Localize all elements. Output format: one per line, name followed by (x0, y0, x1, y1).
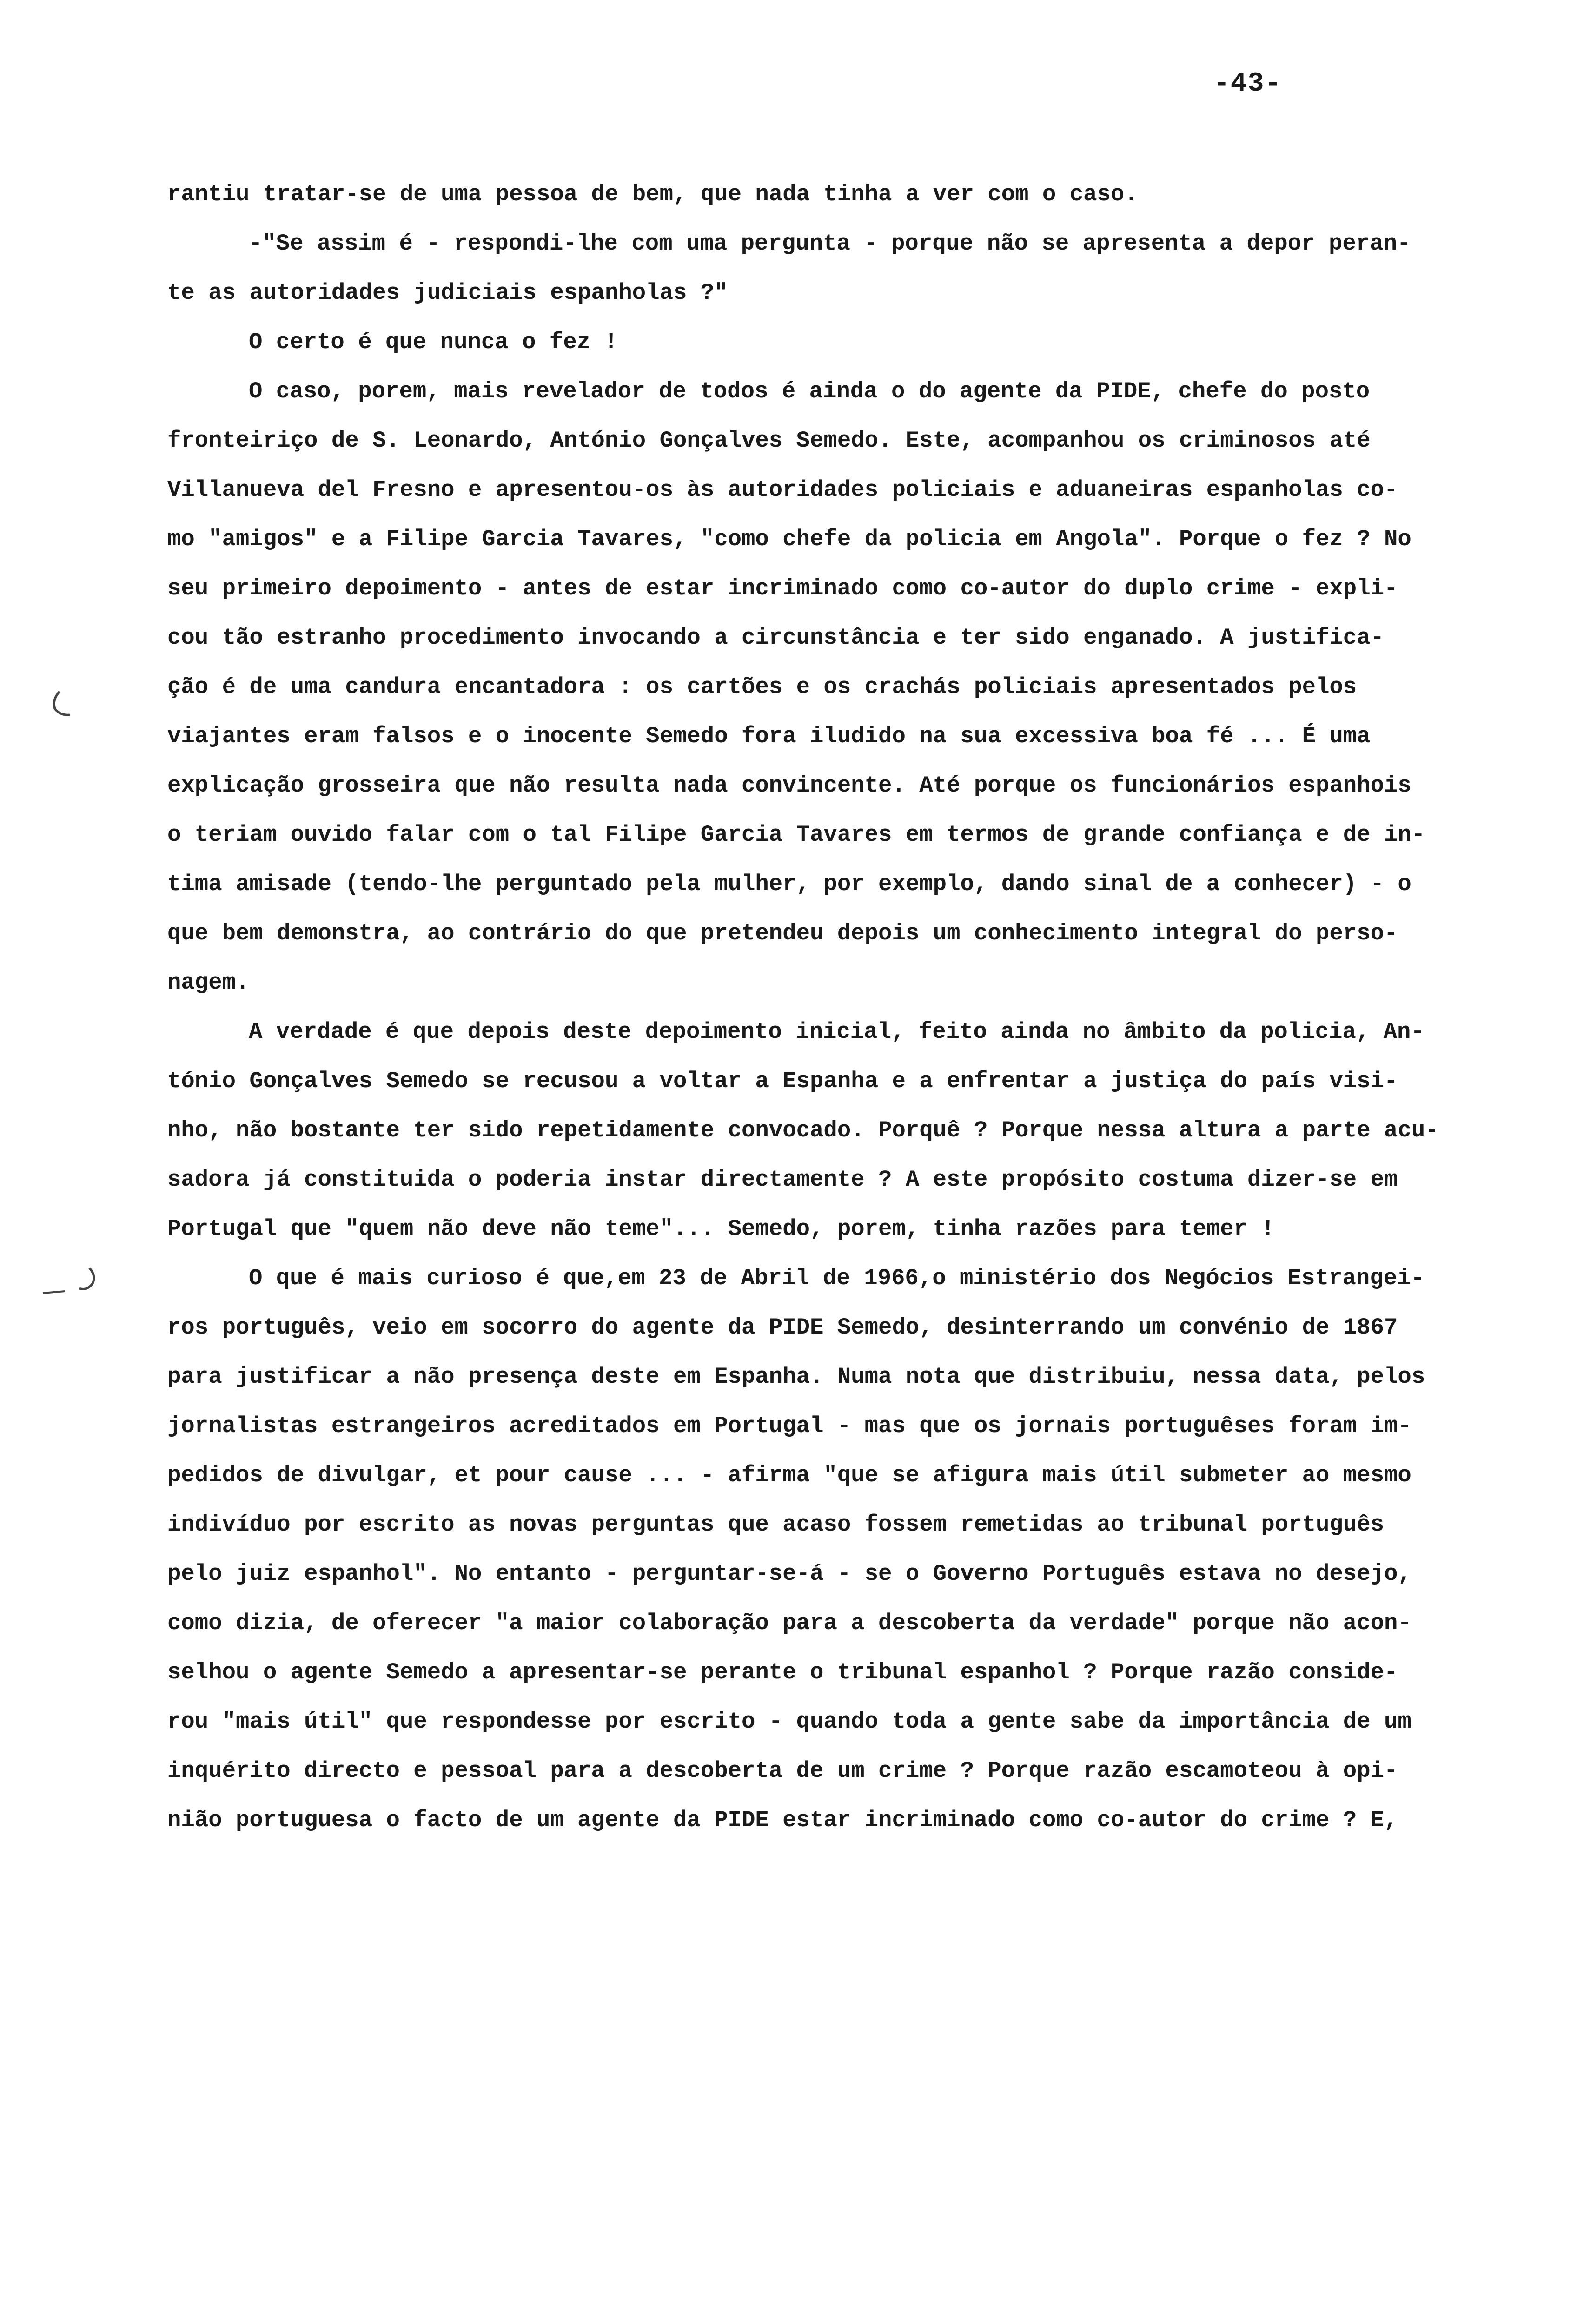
text-line: pedidos de divulgar, et pour cause ... - afirma "que se afigura mais útil submeter ao mesmo (167, 1462, 1411, 1488)
page-number: -43- (1213, 69, 1282, 99)
text-line: tima amisade (tendo-lhe perguntado pela mulher, por exemplo, dando sinal de a conhecer) - o (167, 871, 1411, 897)
text-line: ros português, veio em socorro do agente da PIDE Semedo, desinterrando um convénio de 1867 (167, 1314, 1398, 1340)
margin-dash-mark (43, 1291, 65, 1293)
text-line: fronteiriço de S. Leonardo, António Gonçalves Semedo. Este, acompanhou os criminosos até (167, 428, 1371, 454)
text-line: Villanueva del Fresno e apresentou-os às autoridades policiais e aduaneiras espanholas co- (167, 477, 1398, 503)
text-line: sadora já constituida o poderia instar directamente ? A este propósito costuma dizer-se em (167, 1167, 1398, 1193)
text-line: nião portuguesa o facto de um agente da PIDE estar incriminado como co-autor do crime ? E, (167, 1807, 1398, 1833)
text-line: O certo é que nunca o fez ! (249, 329, 618, 355)
text-line: ção é de uma candura encantadora : os cartões e os crachás policiais apresentados pelos (167, 674, 1357, 700)
text-line: rou "mais útil" que respondesse por escrito - quando toda a gente sabe da importância de um (167, 1709, 1411, 1735)
text-line: nho, não bostante ter sido repetidamente convocado. Porquê ? Porque nessa altura a parte acu- (167, 1117, 1439, 1143)
text-line: como dizia, de oferecer "a maior colaboração para a descoberta da verdade" porque não acon- (167, 1610, 1411, 1636)
text-line: selhou o agente Semedo a apresentar-se perante o tribunal espanhol ? Porque razão conside- (167, 1659, 1398, 1685)
text-line: seu primeiro depoimento - antes de estar incriminado como co-autor do duplo crime - expli- (167, 575, 1398, 601)
text-line: O que é mais curioso é que,em 23 de Abril de 1966,o ministério dos Negócios Estrangei- (249, 1265, 1425, 1291)
margin-bracket-mark-2 (79, 1268, 94, 1289)
text-line: o teriam ouvido falar com o tal Filipe Garcia Tavares em termos de grande confiança e de in- (167, 822, 1425, 848)
text-line: rantiu tratar-se de uma pessoa de bem, que nada tinha a ver com o caso. (167, 181, 1138, 207)
text-line: A verdade é que depois deste depoimento inicial, feito ainda no âmbito da policia, An- (249, 1019, 1425, 1045)
margin-bracket-mark-1 (54, 692, 70, 715)
text-line: tónio Gonçalves Semedo se recusou a voltar a Espanha e a enfrentar a justiça do país visi- (167, 1068, 1398, 1094)
text-line: indivíduo por escrito as novas perguntas que acaso fossem remetidas ao tribunal português (167, 1512, 1385, 1538)
text-line: cou tão estranho procedimento invocando a circunstância e ter sido enganado. A justifica- (167, 625, 1385, 651)
text-line: viajantes eram falsos e o inocente Semedo fora iludido na sua excessiva boa fé ... É uma (167, 723, 1371, 749)
text-line: O caso, porem, mais revelador de todos é ainda o do agente da PIDE, chefe do posto (249, 378, 1370, 404)
text-line: Portugal que "quem não deve não teme"... Semedo, porem, tinha razões para temer ! (167, 1216, 1275, 1242)
text-line: nagem. (167, 970, 250, 996)
text-line: explicação grosseira que não resulta nada convincente. Até porque os funcionários espanhois (167, 772, 1411, 799)
text-line: pelo juiz espanhol". No entanto - perguntar-se-á - se o Governo Português estava no desejo, (167, 1561, 1411, 1587)
text-line: -"Se assim é - respondi-lhe com uma pergunta - porque não se apresenta a depor peran- (249, 231, 1411, 257)
text-line: inquérito directo e pessoal para a descoberta de um crime ? Porque razão escamoteou à opi- (167, 1758, 1398, 1784)
text-line: mo "amigos" e a Filipe Garcia Tavares, "como chefe da policia em Angola". Porque o fez ? No (167, 526, 1411, 552)
text-line: jornalistas estrangeiros acreditados em Portugal - mas que os jornais portuguêses foram im- (167, 1413, 1411, 1439)
text-line: que bem demonstra, ao contrário do que pretendeu depois um conhecimento integral do perso- (167, 920, 1398, 946)
text-line: para justificar a não presença deste em Espanha. Numa nota que distribuiu, nessa data, pelos (167, 1364, 1425, 1390)
text-line: te as autoridades judiciais espanholas ?" (167, 280, 728, 306)
body-text (167, 170, 1525, 1845)
